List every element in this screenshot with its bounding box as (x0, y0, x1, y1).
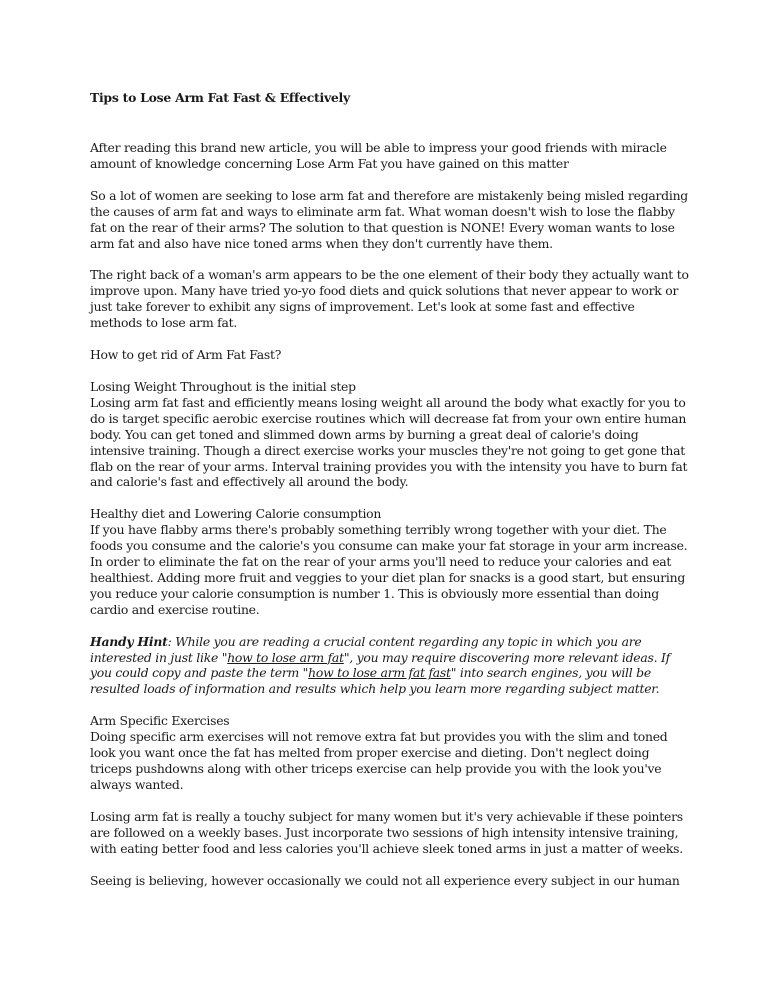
spacer (90, 251, 690, 267)
spacer (90, 172, 690, 188)
question-heading: How to get rid of Arm Fat Fast? (90, 347, 282, 363)
spacer (90, 331, 690, 347)
section-body-diet: If you have flabby arms there's probably something terribly wrong together with your diet. The foods you consume and the calorie's you consume can make your fat storage in your arm increase. In order to eliminate the fat on the rear of your arms you'll need to reduce your calories and eat healthiest. Adding more fruit and veggies to your diet plan for snacks is a good start, but ensuring you reduce your calorie consumption is number 1. This is obviously more essential than doing cardio and exercise routine. (90, 522, 688, 617)
section-heading-exercises: Arm Specific Exercises (90, 713, 230, 729)
section-body-weight: Losing arm fat fast and efficiently means losing weight all around the body what exactly for you to do is target specific aerobic exercise routines which will decrease fat from your own entire human body. You can get toned and slimmed down arms by burning a great deal of calorie's doing intensive training. Though a direct exercise works your muscles they're not going to get gone that flab on the rear of your arms. Interval training provides you with the intensity you have to burn fat and calorie's fast and effectively all around the body. (90, 394, 688, 490)
spacer (90, 363, 690, 379)
spacer (90, 490, 690, 506)
paragraph-conclusion: Losing arm fat is really a touchy subject for many women but it's very achievable if these pointers are followed on a weekly bases. Just incorporate two sessions of high intensity intensive training, with eating better food and less calories you'll achieve sleek toned arms in just a matter of weeks. (90, 808, 683, 856)
document-page (90, 90, 690, 888)
link-how-to-lose-arm-fat-fast[interactable]: how to lose arm fat fast (308, 665, 451, 681)
spacer (90, 793, 690, 809)
handy-hint-text: ", you may require discovering more relevant ideas. If you could copy and paste the term " (90, 649, 670, 681)
handy-hint-text: : While you are reading a crucial content regarding any topic in which you are interested in just like " (90, 633, 642, 665)
spacer (90, 618, 690, 634)
intro-paragraph: After reading this brand new article, you will be able to impress your good friends with miracle amount of knowledge concerning Lose Arm Fat you have gained on this matter (90, 140, 667, 171)
spacer (90, 857, 690, 873)
spacer (90, 106, 690, 140)
document-title: Tips to Lose Arm Fat Fast & Effectively (90, 90, 350, 105)
handy-hint-label: Handy Hint (90, 633, 168, 649)
section-body-exercises: Doing specific arm exercises will not remove extra fat but provides you with the slim and toned look you want once the fat has melted from proper exercise and dieting. Don't neglect doing triceps pushdowns along with other triceps exercise can help provide you with the look you've always wanted. (90, 729, 668, 792)
handy-hint (90, 634, 690, 698)
paragraph-improve: The right back of a woman's arm appears to be the one element of their body they actually want to improve upon. Many have tried yo-yo food diets and quick solutions that never appear to work or just take forever to exhibit any signs of improvement. Let's look at some fast and effective methods to lose arm fat. (90, 267, 689, 331)
link-how-to-lose-arm-fat[interactable]: how to lose arm fat (227, 649, 344, 665)
section-heading-weight: Losing Weight Throughout is the initial step (90, 378, 356, 394)
spacer (90, 697, 690, 713)
handy-hint-text: " into search engines, you will be resulted loads of information and results which help you learn more regarding subject matter. (90, 665, 660, 697)
paragraph-causes: So a lot of women are seeking to lose arm fat and therefore are mistakenly being misled regarding the causes of arm fat and ways to eliminate arm fat. What woman doesn't wish to lose the flabby fat on the rear of their arms? The solution to that question is NONE! Every woman wants to lose arm fat and also have nice toned arms when they don't currently have them. (90, 187, 688, 251)
section-heading-diet: Healthy diet and Lowering Calorie consumption (90, 506, 382, 522)
paragraph-seeing-is-believing: Seeing is believing, however occasionally we could not all experience every subject in our human (90, 872, 680, 888)
